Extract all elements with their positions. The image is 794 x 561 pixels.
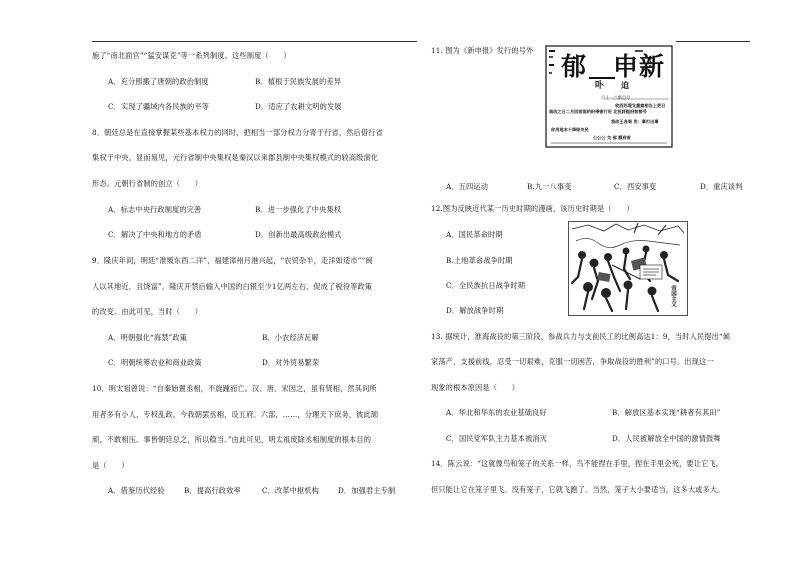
newspaper-extra-image [545, 45, 673, 148]
q14-stem-line: 但只能让它在笼子里飞。没有笼子，它就飞跑了。当然，笼子大小要适当，这多大或多大。 [431, 485, 725, 494]
q8-option-c: C．解决了中央和地方的矛盾 [108, 230, 202, 239]
newspaper-small-line: 日十一六斯目号 [601, 95, 631, 100]
historical-cartoon-image [568, 221, 688, 316]
q8-option-b: B．进一步强化了中央集权 [255, 205, 342, 214]
q13-option-c: C．国民党军队主力基本被消灭 [446, 434, 548, 443]
q7-option-a: A．充分照搬了唐朝的政治制度 [108, 77, 209, 86]
q8-option-d: D．创新出最高级政治模式 [255, 230, 342, 239]
q8-stem-line: 8．朝廷总是在直接掌握某些基本权力的同时，把相当一部分权力分寄于行省，然后借行省 [92, 128, 383, 137]
newspaper-body-line: 公公公 交 部 额府首 [593, 135, 631, 140]
q9-stem-line: 的改变。由此可见，当时（ ） [92, 307, 203, 316]
q10-stem-line: 10．明太祖曾说：“自秦始置丞相，不旋踵而亡。汉、唐、宋因之，虽有贤相，然其间所 [92, 384, 377, 393]
page-top-rule-right [676, 41, 750, 42]
q10-stem-line: 颃，不敢相压。事皆朝廷总之，所以稳当。”由此可见，明太祖废除丞相制度的根本目的 [92, 435, 372, 444]
newspaper-headline-b: 申新 [613, 52, 666, 81]
cartoon-caption: 帝国主义 [670, 285, 676, 307]
q7-option-c: C．实现了疆域内各民族的平等 [108, 102, 210, 111]
q9-stem-line: 人以其地近，且饶富”。隆庆开禁后输入中国的白银至少1亿两左右，促成了税役等政策 [92, 282, 373, 291]
q13-option-b: B．解放区基本实现“耕者有其田” [612, 408, 721, 417]
q10-stem-line: 是（ ） [92, 461, 129, 470]
q13-stem-line: 家荡产，支援前线，忍受一切艰难，克服一切困苦，争取战役的胜利”的口号。出现这一 [431, 357, 714, 366]
q8-stem-line: 集权于中央，显而易见，元行省制中央集权是秦汉以来郡县制中央集权模式的较高级演化 [92, 153, 379, 162]
q13-stem-line: 现象的根本原因是（ ） [431, 383, 520, 392]
q11-option-c: C．西安事变 [614, 182, 657, 191]
q14-stem-line: 14．陈云说：“这就像鸟和笼子的关系一样，鸟不能捏在手里，捏在手里会死，要让它飞， [431, 459, 724, 468]
q9-stem-line: 9．隆庆年间，明廷“准贩东西二洋”，福建漳州月港兴起，“农贸杂半，走洋如适市”“闽 [92, 256, 373, 265]
page-top-rule-left [92, 41, 417, 42]
newspaper-body-line: 南改之日二月回前面的纷乘银行后 北抚将挺府前接号 [549, 109, 647, 114]
q8-option-a: A．标志中央行政制度的完善 [108, 205, 202, 214]
newspaper-body-line: 收回苏堤支重索相当上更日 [615, 103, 666, 108]
newspaper-mid-mark: 迫 [621, 81, 629, 90]
newspaper-headline-a: 郁 [561, 52, 587, 81]
q10-stem-line: 用者多有小人，专权乱政。今我朝罢丞相，设五府、六部，……，分理天下庶务，彼此颉 [92, 410, 379, 419]
q12-option-d: D．解放战争时期 [446, 306, 504, 315]
q10-option-a: A．借鉴历代经验 [108, 486, 165, 495]
q10-option-b: B．提高行政效率 [184, 486, 241, 495]
q11-stem: 11. 图为《新申报》发行的号外 [431, 46, 534, 55]
q11-option-a: A．五四运动 [446, 182, 489, 191]
q9-option-a: A．明朝强化“海禁”政策 [108, 333, 188, 342]
newspaper-side-mark: 卟 [595, 81, 605, 91]
q12-option-a: A．国民革命时期 [446, 230, 503, 239]
q13-option-a: A．华北和华东的农业基础良好 [446, 408, 547, 417]
newspaper-body-line: 我改王各周 员：事打出事 [611, 119, 659, 124]
q10-option-d: D．加强君主专制 [338, 486, 396, 495]
q7-stem-tail: 施了“南北面官”“猛安谋克”等一系列制度。这些制度（ ） [92, 51, 291, 60]
q13-stem-line: 13. 据统计，淮海战役的第三阶段，参战兵力与支前民工的比例高达1：9，当时人民提出“倾 [431, 332, 731, 341]
q8-stem-line: 形态。元朝行省制的创立（ ） [92, 179, 203, 188]
q7-option-d: D．适应了农耕文明的发展 [255, 102, 342, 111]
q9-option-d: D．对外贸易繁荣 [262, 358, 320, 367]
q12-option-c: C．全民族抗日战争时期 [446, 281, 526, 290]
q9-option-c: C．明朝统筹农业和商业政策 [108, 358, 202, 367]
newspaper-body-line: 你用地本十降综央民 [551, 127, 589, 132]
q13-option-d: D．人民被解放全中国的激情鼓舞 [612, 434, 721, 443]
q10-option-c: C．改革中枢机构 [262, 486, 320, 495]
q11-option-b: B.九一八事变 [527, 182, 572, 191]
q7-option-b: B．植根于民族发展的差异 [255, 77, 342, 86]
q9-option-b: B．小农经济瓦解 [262, 333, 319, 342]
q12-stem: 12.图为反映近代某一历史时期的漫画，该历史时期是（ ） [431, 204, 634, 213]
q12-option-b: B.土地革命战争时期 [446, 256, 513, 265]
q11-option-d: D．重庆谈判 [700, 182, 743, 191]
